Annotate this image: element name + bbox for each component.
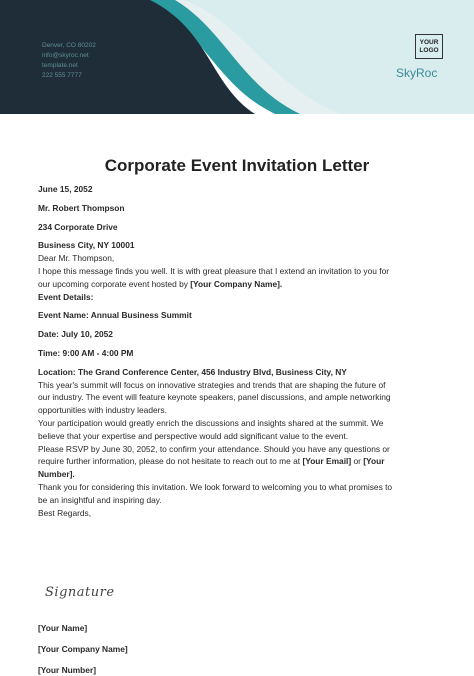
contact-address: Denver, CO 80202 [42,42,96,49]
company-placeholder: [Your Company Name]. [190,278,283,289]
salutation: Dear Mr. Thompson, [38,253,115,264]
event-name: Event Name: Annual Business Summit [38,310,192,321]
letter-body [38,183,438,519]
sender-name: [Your Name] [38,623,88,633]
recipient-street: 234 Corporate Drive [38,221,118,232]
paragraph-summit: This year's summit will focus on innovative strategies and trends that are shaping the future of our industry. The event will feature keynote speakers, panel discussions, and ample networking opportunities with industry leaders. [38,379,391,416]
recipient-name: Mr. Robert Thompson [38,202,125,213]
page-title: Corporate Event Invitation Letter [104,156,370,175]
email-placeholder: [Your Email] [302,456,352,467]
brand-name: SkyRoc [396,66,438,80]
closing: Best Regards, [38,507,92,518]
event-location: Location: The Grand Conference Center, 456 Industry Blvd, Business City, NY [38,366,347,377]
intro-line-1: I hope this message finds you well. It is with great pleasure that I extend an invitation to you for [38,265,390,276]
paragraph-participation: Your participation would greatly enrich the discussions and insights shared at the summit. We believe that your expertise and perspective would add significant value to the event. [38,417,384,441]
contact-website: template.net [42,62,78,69]
contact-info [42,41,96,81]
signature: Signature [45,585,115,600]
contact-phone: 222 555 7777 [42,72,82,79]
letterhead [0,0,474,114]
letter-date: June 15, 2052 [38,184,93,194]
paragraph-rsvp: Please RSVP by June 30, 2052, to confirm your attendance. Should you have any questions or require further information, please do not hesitate to reach out to me at [Your Email] or [Your Number]. [38,443,390,480]
sender-number: [Your Number] [38,664,97,675]
intro-line-2: our upcoming corporate event hosted by [Your Company Name]. [38,278,283,289]
logo-placeholder: YOUR LOGO [415,34,443,59]
sender-company: [Your Company Name] [38,643,128,654]
sender-block [38,622,438,676]
paragraph-thanks: Thank you for considering this invitation. We look forward to welcoming you to what promises to be an insightful and inspiring day. [38,481,393,505]
event-time: Time: 9:00 AM - 4:00 PM [38,347,134,358]
contact-email: info@skyroc.net [42,52,89,59]
event-date: Date: July 10, 2052 [38,329,113,340]
number-placeholder: [Your [363,456,385,467]
recipient-city: Business City, NY 10001 [38,240,135,251]
details-heading: Event Details: [38,291,94,302]
